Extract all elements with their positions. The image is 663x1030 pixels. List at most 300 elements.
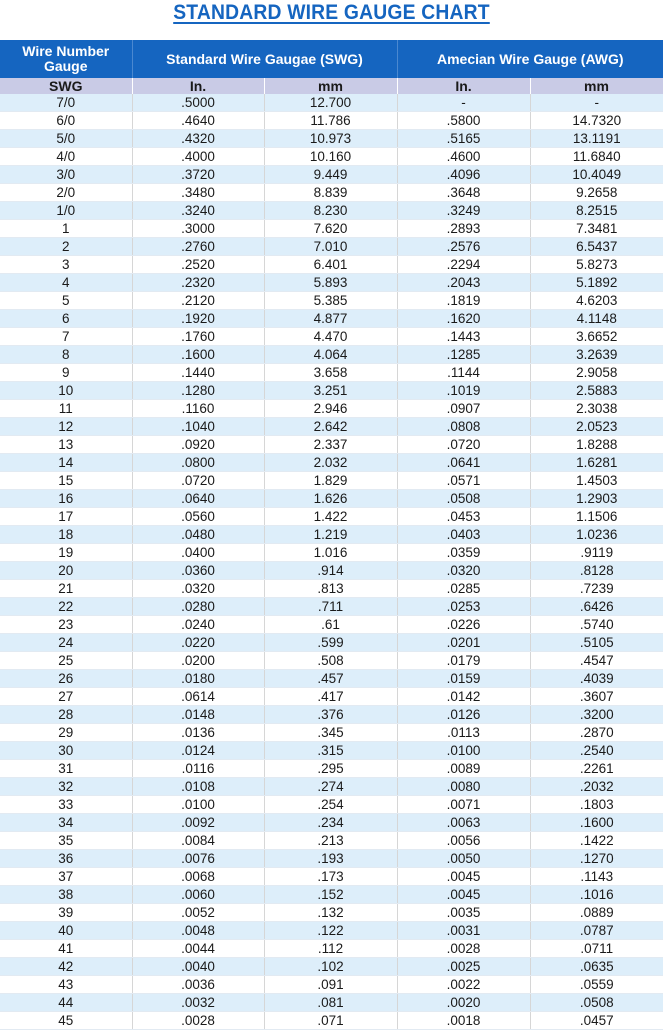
swg-mm-cell: 2.642 (264, 418, 397, 436)
awg-inch-cell: .0720 (397, 436, 530, 454)
gauge-cell: 16 (0, 490, 132, 508)
awg-mm-cell: .0889 (530, 904, 663, 922)
swg-inch-cell: .0068 (132, 868, 264, 886)
swg-inch-cell: .0920 (132, 436, 264, 454)
page-title: STANDARD WIRE GAUGE CHART (173, 1, 490, 24)
table-row (0, 778, 663, 796)
table-header (0, 40, 663, 94)
table-row (0, 130, 663, 148)
gauge-cell: 30 (0, 742, 132, 760)
awg-inch-cell: .1620 (397, 310, 530, 328)
gauge-cell: 12 (0, 418, 132, 436)
awg-inch-cell: .0100 (397, 742, 530, 760)
awg-mm-cell: .1803 (530, 796, 663, 814)
awg-mm-cell: 1.8288 (530, 436, 663, 454)
swg-mm-cell: .315 (264, 742, 397, 760)
swg-inch-cell: .3720 (132, 166, 264, 184)
awg-mm-cell: 4.1148 (530, 310, 663, 328)
swg-mm-cell: .122 (264, 922, 397, 940)
awg-inch-cell: .0641 (397, 454, 530, 472)
swg-inch-cell: .0400 (132, 544, 264, 562)
swg-inch-cell: .0320 (132, 580, 264, 598)
swg-inch-cell: .0280 (132, 598, 264, 616)
gauge-cell: 31 (0, 760, 132, 778)
subheader-row (0, 78, 663, 94)
awg-mm-cell: .3607 (530, 688, 663, 706)
awg-mm-cell: 3.6652 (530, 328, 663, 346)
gauge-cell: 19 (0, 544, 132, 562)
swg-mm-subheader: mm (264, 78, 397, 94)
table-row (0, 526, 663, 544)
awg-inch-cell: .5165 (397, 130, 530, 148)
awg-inch-subheader: In. (397, 78, 530, 94)
awg-mm-cell: 1.4503 (530, 472, 663, 490)
gauge-cell: 6/0 (0, 112, 132, 130)
awg-inch-cell: .0071 (397, 796, 530, 814)
awg-mm-cell: .0508 (530, 994, 663, 1012)
awg-mm-cell: .6426 (530, 598, 663, 616)
swg-mm-cell: 7.010 (264, 238, 397, 256)
awg-mm-cell: .2261 (530, 760, 663, 778)
table-row (0, 598, 663, 616)
table-row (0, 508, 663, 526)
awg-inch-cell: .2893 (397, 220, 530, 238)
swg-inch-cell: .0048 (132, 922, 264, 940)
awg-inch-cell: .1019 (397, 382, 530, 400)
table-row (0, 922, 663, 940)
swg-mm-cell: .213 (264, 832, 397, 850)
gauge-cell: 20 (0, 562, 132, 580)
gauge-cell: 7/0 (0, 94, 132, 112)
swg-mm-cell: 4.877 (264, 310, 397, 328)
gauge-cell: 14 (0, 454, 132, 472)
awg-mm-cell: .1422 (530, 832, 663, 850)
table-row (0, 256, 663, 274)
awg-mm-cell: .2032 (530, 778, 663, 796)
gauge-cell: 45 (0, 1012, 132, 1030)
table-row (0, 544, 663, 562)
awg-group-header: Amecian Wire Gauge (AWG) (397, 40, 663, 78)
swg-mm-cell: 1.626 (264, 490, 397, 508)
awg-inch-cell: .0508 (397, 490, 530, 508)
swg-mm-cell: .274 (264, 778, 397, 796)
swg-mm-cell: .132 (264, 904, 397, 922)
awg-mm-cell: 2.9058 (530, 364, 663, 382)
awg-inch-cell: .0025 (397, 958, 530, 976)
table-row (0, 454, 663, 472)
swg-inch-cell: .0240 (132, 616, 264, 634)
awg-mm-cell: 14.7320 (530, 112, 663, 130)
gauge-cell: 2 (0, 238, 132, 256)
swg-inch-cell: .2320 (132, 274, 264, 292)
swg-inch-cell: .0136 (132, 724, 264, 742)
gauge-cell: 22 (0, 598, 132, 616)
gauge-cell: 32 (0, 778, 132, 796)
swg-mm-cell: 3.658 (264, 364, 397, 382)
swg-inch-cell: .0480 (132, 526, 264, 544)
swg-subheader: SWG (0, 78, 132, 94)
gauge-cell: 40 (0, 922, 132, 940)
swg-mm-cell: 1.829 (264, 472, 397, 490)
table-row (0, 292, 663, 310)
table-row (0, 310, 663, 328)
swg-inch-cell: .0060 (132, 886, 264, 904)
swg-mm-cell: .914 (264, 562, 397, 580)
swg-inch-cell: .0076 (132, 850, 264, 868)
swg-inch-cell: .1760 (132, 328, 264, 346)
awg-mm-cell: .8128 (530, 562, 663, 580)
swg-mm-cell: .193 (264, 850, 397, 868)
table-row (0, 274, 663, 292)
table-row (0, 94, 663, 112)
swg-mm-cell: 9.449 (264, 166, 397, 184)
awg-mm-cell: 2.3038 (530, 400, 663, 418)
swg-inch-cell: .1280 (132, 382, 264, 400)
table-row (0, 184, 663, 202)
awg-inch-cell: .4096 (397, 166, 530, 184)
swg-mm-cell: 4.470 (264, 328, 397, 346)
gauge-cell: 44 (0, 994, 132, 1012)
table-row (0, 328, 663, 346)
wire-number-gauge-header: Wire Number Gauge (0, 40, 132, 78)
awg-mm-cell: .5740 (530, 616, 663, 634)
swg-inch-cell: .3240 (132, 202, 264, 220)
swg-mm-cell: 12.700 (264, 94, 397, 112)
awg-inch-cell: .0018 (397, 1012, 530, 1030)
table-row (0, 742, 663, 760)
table-row (0, 832, 663, 850)
awg-inch-cell: .0159 (397, 670, 530, 688)
awg-inch-cell: .0285 (397, 580, 530, 598)
swg-inch-cell: .3480 (132, 184, 264, 202)
table-row (0, 976, 663, 994)
table-row (0, 760, 663, 778)
swg-inch-cell: .1160 (132, 400, 264, 418)
gauge-cell: 8 (0, 346, 132, 364)
swg-inch-cell: .0092 (132, 814, 264, 832)
swg-mm-cell: .813 (264, 580, 397, 598)
gauge-cell: 13 (0, 436, 132, 454)
table-row (0, 490, 663, 508)
swg-mm-cell: .254 (264, 796, 397, 814)
swg-mm-cell: .599 (264, 634, 397, 652)
swg-mm-cell: .071 (264, 1012, 397, 1030)
swg-inch-cell: .0360 (132, 562, 264, 580)
awg-inch-cell: .3648 (397, 184, 530, 202)
gauge-cell: 42 (0, 958, 132, 976)
awg-inch-cell: .0179 (397, 652, 530, 670)
swg-mm-cell: .376 (264, 706, 397, 724)
table-row (0, 706, 663, 724)
swg-inch-cell: .2120 (132, 292, 264, 310)
swg-mm-cell: .091 (264, 976, 397, 994)
table-row (0, 148, 663, 166)
awg-inch-cell: .0056 (397, 832, 530, 850)
gauge-cell: 2/0 (0, 184, 132, 202)
awg-inch-cell: .1819 (397, 292, 530, 310)
awg-mm-cell: .0711 (530, 940, 663, 958)
wire-gauge-table (0, 40, 663, 1030)
awg-inch-cell: .3249 (397, 202, 530, 220)
swg-inch-cell: .0036 (132, 976, 264, 994)
gauge-cell: 37 (0, 868, 132, 886)
table-row (0, 796, 663, 814)
awg-mm-cell: .4039 (530, 670, 663, 688)
swg-mm-cell: .102 (264, 958, 397, 976)
table-row (0, 958, 663, 976)
awg-inch-cell: .2294 (397, 256, 530, 274)
table-row (0, 904, 663, 922)
swg-inch-cell: .0148 (132, 706, 264, 724)
swg-inch-cell: .0800 (132, 454, 264, 472)
gauge-cell: 36 (0, 850, 132, 868)
swg-inch-cell: .0040 (132, 958, 264, 976)
table-row (0, 436, 663, 454)
awg-inch-cell: .0063 (397, 814, 530, 832)
swg-inch-cell: .0028 (132, 1012, 264, 1030)
awg-mm-cell: .7239 (530, 580, 663, 598)
table-row (0, 238, 663, 256)
swg-inch-cell: .0200 (132, 652, 264, 670)
awg-mm-cell: .1143 (530, 868, 663, 886)
swg-mm-cell: 8.230 (264, 202, 397, 220)
awg-mm-cell: 1.2903 (530, 490, 663, 508)
awg-inch-cell: .0035 (397, 904, 530, 922)
swg-mm-cell: .081 (264, 994, 397, 1012)
table-row (0, 166, 663, 184)
swg-inch-cell: .0640 (132, 490, 264, 508)
swg-inch-subheader: In. (132, 78, 264, 94)
awg-mm-cell: 10.4049 (530, 166, 663, 184)
awg-inch-cell: .0253 (397, 598, 530, 616)
awg-inch-cell: .1285 (397, 346, 530, 364)
awg-mm-cell: .5105 (530, 634, 663, 652)
awg-mm-cell: 1.6281 (530, 454, 663, 472)
awg-mm-cell: 3.2639 (530, 346, 663, 364)
awg-inch-cell: .0020 (397, 994, 530, 1012)
swg-mm-cell: 7.620 (264, 220, 397, 238)
gauge-cell: 35 (0, 832, 132, 850)
swg-mm-cell: 10.160 (264, 148, 397, 166)
swg-inch-cell: .0084 (132, 832, 264, 850)
swg-inch-cell: .0124 (132, 742, 264, 760)
gauge-cell: 27 (0, 688, 132, 706)
awg-mm-cell: .1270 (530, 850, 663, 868)
swg-inch-cell: .0108 (132, 778, 264, 796)
table-row (0, 400, 663, 418)
swg-inch-cell: .4320 (132, 130, 264, 148)
swg-mm-cell: .152 (264, 886, 397, 904)
awg-inch-cell: .0403 (397, 526, 530, 544)
table-row (0, 418, 663, 436)
table-row (0, 112, 663, 130)
table-row (0, 364, 663, 382)
swg-inch-cell: .5000 (132, 94, 264, 112)
swg-inch-cell: .1920 (132, 310, 264, 328)
swg-inch-cell: .1040 (132, 418, 264, 436)
swg-inch-cell: .0052 (132, 904, 264, 922)
gauge-cell: 39 (0, 904, 132, 922)
awg-mm-cell: .9119 (530, 544, 663, 562)
table-row (0, 382, 663, 400)
gauge-cell: 4 (0, 274, 132, 292)
awg-inch-cell: .2576 (397, 238, 530, 256)
awg-mm-cell: .2540 (530, 742, 663, 760)
awg-mm-subheader: mm (530, 78, 663, 94)
swg-inch-cell: .0032 (132, 994, 264, 1012)
swg-inch-cell: .4640 (132, 112, 264, 130)
swg-mm-cell: .112 (264, 940, 397, 958)
awg-inch-cell: .0113 (397, 724, 530, 742)
table-row (0, 580, 663, 598)
swg-mm-cell: 1.422 (264, 508, 397, 526)
gauge-cell: 5/0 (0, 130, 132, 148)
awg-inch-cell: .0050 (397, 850, 530, 868)
table-row (0, 220, 663, 238)
awg-mm-cell: 7.3481 (530, 220, 663, 238)
table-body (0, 94, 663, 1030)
swg-inch-cell: .2520 (132, 256, 264, 274)
gauge-cell: 26 (0, 670, 132, 688)
table-row (0, 886, 663, 904)
swg-inch-cell: .0614 (132, 688, 264, 706)
awg-mm-cell: 6.5437 (530, 238, 663, 256)
table-row (0, 850, 663, 868)
swg-mm-cell: .295 (264, 760, 397, 778)
awg-mm-cell: 5.1892 (530, 274, 663, 292)
awg-mm-cell: 2.0523 (530, 418, 663, 436)
awg-mm-cell: 8.2515 (530, 202, 663, 220)
gauge-cell: 15 (0, 472, 132, 490)
swg-group-header: Standard Wire Gaugae (SWG) (132, 40, 397, 78)
swg-mm-cell: .508 (264, 652, 397, 670)
gauge-cell: 21 (0, 580, 132, 598)
awg-mm-cell: 2.5883 (530, 382, 663, 400)
awg-inch-cell: .1443 (397, 328, 530, 346)
awg-mm-cell: .4547 (530, 652, 663, 670)
swg-mm-cell: 3.251 (264, 382, 397, 400)
table-row (0, 616, 663, 634)
table-row (0, 562, 663, 580)
table-row (0, 940, 663, 958)
gauge-cell: 25 (0, 652, 132, 670)
swg-inch-cell: .0720 (132, 472, 264, 490)
gauge-cell: 7 (0, 328, 132, 346)
awg-inch-cell: .0142 (397, 688, 530, 706)
swg-mm-cell: 2.032 (264, 454, 397, 472)
awg-inch-cell: .0089 (397, 760, 530, 778)
awg-mm-cell: .2870 (530, 724, 663, 742)
swg-mm-cell: .417 (264, 688, 397, 706)
gauge-cell: 5 (0, 292, 132, 310)
awg-mm-cell: 1.1506 (530, 508, 663, 526)
awg-inch-cell: - (397, 94, 530, 112)
gauge-cell: 9 (0, 364, 132, 382)
awg-mm-cell: 4.6203 (530, 292, 663, 310)
gauge-cell: 3/0 (0, 166, 132, 184)
awg-inch-cell: .0226 (397, 616, 530, 634)
awg-mm-cell: 5.8273 (530, 256, 663, 274)
swg-mm-cell: 8.839 (264, 184, 397, 202)
awg-inch-cell: .0028 (397, 940, 530, 958)
gauge-cell: 17 (0, 508, 132, 526)
gauge-cell: 33 (0, 796, 132, 814)
table-row (0, 346, 663, 364)
gauge-cell: 34 (0, 814, 132, 832)
gauge-cell: 1/0 (0, 202, 132, 220)
awg-inch-cell: .0571 (397, 472, 530, 490)
swg-mm-cell: .61 (264, 616, 397, 634)
swg-inch-cell: .1600 (132, 346, 264, 364)
swg-mm-cell: .234 (264, 814, 397, 832)
awg-inch-cell: .0201 (397, 634, 530, 652)
awg-mm-cell: .1600 (530, 814, 663, 832)
table-row (0, 472, 663, 490)
awg-inch-cell: .0808 (397, 418, 530, 436)
awg-inch-cell: .0022 (397, 976, 530, 994)
swg-mm-cell: .457 (264, 670, 397, 688)
table-row (0, 688, 663, 706)
awg-inch-cell: .4600 (397, 148, 530, 166)
awg-inch-cell: .1144 (397, 364, 530, 382)
awg-mm-cell: 1.0236 (530, 526, 663, 544)
swg-mm-cell: 4.064 (264, 346, 397, 364)
awg-mm-cell: .0787 (530, 922, 663, 940)
awg-inch-cell: .0080 (397, 778, 530, 796)
table-row (0, 652, 663, 670)
awg-mm-cell: .0559 (530, 976, 663, 994)
swg-inch-cell: .3000 (132, 220, 264, 238)
swg-mm-cell: 5.893 (264, 274, 397, 292)
table-row (0, 1012, 663, 1030)
table-row (0, 814, 663, 832)
swg-mm-cell: 10.973 (264, 130, 397, 148)
table-row (0, 670, 663, 688)
table-row (0, 202, 663, 220)
gauge-cell: 4/0 (0, 148, 132, 166)
gauge-cell: 23 (0, 616, 132, 634)
gauge-cell: 29 (0, 724, 132, 742)
swg-mm-cell: .711 (264, 598, 397, 616)
swg-inch-cell: .0180 (132, 670, 264, 688)
awg-mm-cell: 13.1191 (530, 130, 663, 148)
gauge-cell: 43 (0, 976, 132, 994)
swg-mm-cell: 2.946 (264, 400, 397, 418)
swg-inch-cell: .0220 (132, 634, 264, 652)
gauge-cell: 28 (0, 706, 132, 724)
swg-inch-cell: .0116 (132, 760, 264, 778)
table-row (0, 724, 663, 742)
swg-inch-cell: .0560 (132, 508, 264, 526)
awg-inch-cell: .0320 (397, 562, 530, 580)
gauge-cell: 11 (0, 400, 132, 418)
swg-mm-cell: 6.401 (264, 256, 397, 274)
awg-inch-cell: .0453 (397, 508, 530, 526)
awg-inch-cell: .0045 (397, 868, 530, 886)
swg-inch-cell: .0044 (132, 940, 264, 958)
swg-mm-cell: 5.385 (264, 292, 397, 310)
table-row (0, 634, 663, 652)
swg-inch-cell: .4000 (132, 148, 264, 166)
swg-inch-cell: .2760 (132, 238, 264, 256)
awg-mm-cell: - (530, 94, 663, 112)
gauge-cell: 24 (0, 634, 132, 652)
awg-mm-cell: .1016 (530, 886, 663, 904)
awg-mm-cell: .0635 (530, 958, 663, 976)
awg-inch-cell: .0031 (397, 922, 530, 940)
awg-mm-cell: 11.6840 (530, 148, 663, 166)
gauge-cell: 38 (0, 886, 132, 904)
